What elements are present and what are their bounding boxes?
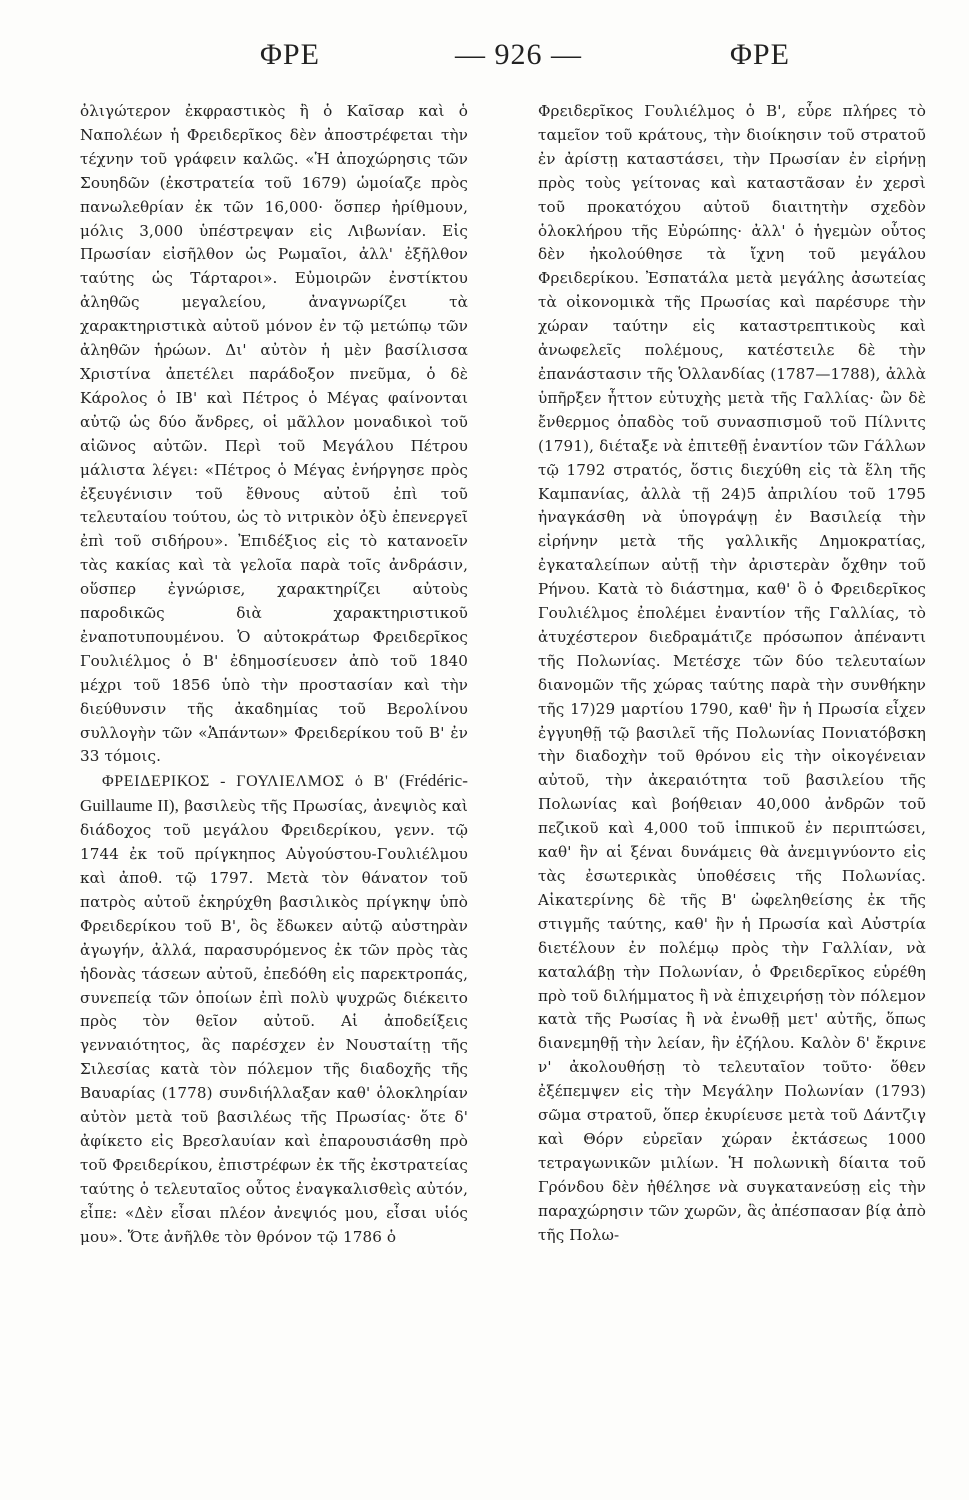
left-column	[80, 100, 468, 1250]
right-column-paragraph: Φρειδερῖκος Γουλιέλμος ὁ Β', εὗρε πλήρες τὸ ταμεῖον τοῦ κράτους, τὴν διοίκησιν τοῦ στρατοῦ ἐν ἀρίστῃ καταστάσει, τὴν Πρωσίαν ἐν εἰρήνῃ πρὸς τοὺς γείτονας καὶ καταστᾶσαν ἐν χερσὶ τοῦ προκατόχου αὐτοῦ διαιτητὴν σχεδὸν ὁλοκλήρου τῆς Εὐρώπης· ἀλλ' ὁ ἡγεμὼν οὗτος δὲν ἠκολούθησε τὰ ἴχνη τοῦ μεγάλου Φρειδερίκου. Ἐσπατάλα μετὰ μεγάλης ἀσωτείας τὰ οἰκονομικὰ τῆς Πρωσίας καὶ παρέσυρε τὴν χώραν ταύτην εἰς καταστρεπτικοὺς καὶ ἀνωφελεῖς πολέμους, κατέστειλε δὲ τὴν ἐπανάστασιν τῆς Ὁλλανδίας (1787—1788), ἀλλὰ ὑπῆρξεν ἧττον εὐτυχὴς μετὰ τῆς Γαλλίας· ὢν δὲ ἔνθερμος ὀπαδὸς τοῦ συνασπισμοῦ τοῦ Πίλνιτς (1791), διέταξε νὰ ἐπιτεθῇ ἐναντίον τῶν Γάλλων τῷ 1792 στρατός, ὅστις διεχύθη εἰς τὰ ἕλη τῆς Καμπανίας, ἀλλὰ τῇ 24)5 ἀπριλίου τοῦ 1795 ἠναγκάσθη νὰ ὑπογράψῃ ἐν Βασιλείᾳ τὴν εἰρήνην μετὰ τῆς γαλλικῆς Δημοκρατίας, ἐγκαταλείπων αὐτῇ τὴν ἀριστερὰν ὄχθην τοῦ Ρήνου. Κατὰ τὸ διάστημα, καθ' ὃ ὁ Φρειδερῖκος Γουλιέλμος ἐπολέμει ἐναντίον τῆς Γαλλίας, τὸ ἀτυχέστερον διεδραμάτιζε πρόσωπον ἀπέναντι τῆς Πολωνίας. Μετέσχε τῶν δύο τελευταίων διανομῶν τῆς χώρας ταύτης παρὰ τὴν συνθήκην τῆς 17)29 μαρτίου 1790, καθ' ἣν ἡ Πρωσία εἶχεν ἐγγυηθῇ τῷ βασιλεῖ τῆς Πολωνίας Πονιατόβσκη τὴν διαδοχὴν τοῦ θρόνου εἰς τὴν οἰκογένειαν αὐτοῦ, τὴν ἀκεραιότητα τοῦ βασιλείου τῆς Πολωνίας καὶ βοήθειαν 40,000 ἀνδρῶν τοῦ πεζικοῦ καὶ 4,000 τοῦ ἱππικοῦ ἐν περιπτώσει, καθ' ἣν αἱ ξέναι δυνάμεις θὰ ἀνεμιγνύοντο εἰς τὰς ἐσωτερικὰς ὑποθέσεις τῆς Πολωνίας. Αἰκατερίνης δὲ τῆς Β' ὠφεληθείσης ἐκ τῆς στιγμῆς ταύτης, καθ' ἣν ἡ Πρωσία καὶ Αὐστρία διετέλουν ἐν πολέμῳ πρὸς τὴν Γαλλίαν, νὰ καταλάβῃ τὴν Πολωνίαν, ὁ Φρειδερῖκος εὑρέθη πρὸ τοῦ διλήμματος ἢ νὰ ἐπιχειρήσῃ τὸν πόλεμον κατὰ τῆς Ρωσίας ἢ νὰ ἐνωθῇ μετ' αὐτῆς, ὅπως διανεμηθῇ τὴν λείαν, ἣν ἐζήλου. Καλὸν δ' ἔκρινε ν' ἀκολουθήσῃ τὸ τελευταῖον τοῦτο· ὅθεν ἐξέπεμψεν εἰς τὴν Μεγάλην Πολωνίαν (1793) σῶμα στρατοῦ, ὅπερ ἐκυρίευσε μετὰ τοῦ Δάντζιγ καὶ Θόρν εὐρεῖαν χώραν ἐκτάσεως 1000 τετραγωνικῶν μιλίων. Ἡ πολωνικὴ δίαιτα τοῦ Γρόνδου δὲν ἠθέλησε νὰ συγκατανεύσῃ εἰς τὴν παραχώρησιν τῶν χωρῶν, ἃς ἀπέσπασαν βίᾳ ἀπὸ τῆς Πολω-	[538, 102, 926, 1244]
entry-body: βασιλεὺς τῆς Πρωσίας, ἀνεψιὸς καὶ διάδοχος τοῦ μεγάλου Φρειδερίκου, γενν. τῷ 1744 ἐκ τοῦ πρίγκηπος Αὐγούστου-Γουλιέλμου καὶ ἀποθ. τῷ 1797. Μετὰ τὸν θάνατον τοῦ πατρὸς αὐτοῦ ἐκηρύχθη βασιλικὸς πρίγκηψ ὑπὸ Φρειδερίκου τοῦ Β', ὃς ἔδωκεν αὐτῷ αὐστηρὰν ἀγωγήν, ἀλλά, παρασυρόμενος ἐκ τῶν πρὸς τὰς ἡδονὰς τάσεων αὐτοῦ, ἐπεδόθη εἰς παρεκτροπάς, συνεπείᾳ τῶν ὁποίων ἐπὶ πολὺ ψυχρῶς διέκειτο πρὸς τὸν θεῖον αὐτοῦ. Αἱ ἀποδείξεις γενναιότητος, ἃς παρέσχεν ἐν Νουσταίτῃ τῆς Σιλεσίας κατὰ τὸν πόλεμον τῆς διαδοχῆς τῆς Βαυαρίας (1778) συνδιήλλαξαν καθ' ὁλοκληρίαν αὐτὸν μετὰ τοῦ βασιλέως τῆς Πρωσίας· ὅτε δ' ἀφίκετο εἰς Βρεσλαυίαν καὶ ἐπαρουσιάσθη πρὸ τοῦ Φρειδερίκου, ἐπιστρέφων ἐκ τῆς ἐκστρατείας ταύτης ὁ τελευταῖος οὗτος ἐναγκαλισθεὶς αὐτόν, εἶπε: «Δὲν εἶσαι πλέον ἀνεψιός μου, εἶσαι υἱός μου». Ὅτε ἀνῆλθε τὸν θρόνον τῷ 1786 ὁ	[80, 797, 468, 1246]
header-left-keyword: ΦΡΕ	[260, 38, 320, 71]
left-column-paragraph: ὀλιγώτερον ἐκφραστικὸς ἢ ὁ Καῖσαρ καὶ ὁ Ναπολέων ἡ Φρειδερῖκος δὲν ἀποστρέφεται τὴν τέχνην τοῦ γράφειν καλῶς. «Ἡ ἀποχώρησις τῶν Σουηδῶν (ἐκστρατεία τοῦ 1679) ὡμοίαζε πρὸς πανωλεθρίαν ἐκ τῶν 16,000· ὅσπερ ἠρίθμουν, μόλις 3,000 ὑπέστρεψαν εἰς Λιβωνίαν. Εἰς Πρωσίαν εἰσῆλθον ὡς Ρωμαῖοι, ἀλλ' ἐξῆλθον ταύτης ὡς Τάρταροι». Εὐμοιρῶν ἐνστίκτου ἀληθῶς μεγαλείου, ἀναγνωρίζει τὰ χαρακτηριστικὰ αὐτοῦ μόνον ἐν τῷ μετώπῳ τῶν ἀληθῶν ἡρώων. Δι' αὐτὸν ἡ μὲν βασίλισσα Χριστίνα ἀπετέλει παράδοξον πνεῦμα, ὁ δὲ Κάρολος ὁ ΙΒ' καὶ Πέτρος ὁ Μέγας φαίνονται αὐτῷ ὡς δύο ἄνδρες, οἱ μᾶλλον μοναδικοὶ τοῦ αἰῶνος αὐτῶν. Περὶ τοῦ Μεγάλου Πέτρου μάλιστα λέγει: «Πέτρος ὁ Μέγας ἐνήργησε πρὸς ἐξευγένισιν τοῦ ἔθνους αὐτοῦ ἐπὶ τοῦ τελευταίου τούτου, ὡς τὸ νιτρικὸν ὀξὺ ἐπενεργεῖ ἐπὶ τοῦ σιδήρου». Ἐπιδέξιος εἰς τὸ κατανοεῖν τὰς κακίας καὶ τὰ γελοῖα παρὰ τοῖς ἀνδράσιν, οὕσπερ ἐγνώρισε, χαρακτηρίζει αὐτοὺς παροδικῶς διὰ χαρακτηριστικοῦ ἐναποτυπουμένου. Ὁ αὐτοκράτωρ Φρειδερῖκος Γουλιέλμος ὁ Β' ἐδημοσίευσεν ἀπὸ τοῦ 1840 μέχρι τοῦ 1856 ὑπὸ τὴν προστασίαν καὶ τὴν διεύθυνσιν τῆς ἀκαδημίας τοῦ Βερολίνου συλλογὴν τῶν «Ἁπάντων» Φρειδερίκου τοῦ Β' ἐν 33 τόμοις.	[80, 102, 468, 766]
right-column	[538, 100, 926, 1248]
encyclopedia-entry	[80, 769, 468, 1249]
header-right-keyword: ΦΡΕ	[730, 38, 790, 71]
page-header	[60, 38, 909, 82]
page-number: — 926 —	[455, 38, 582, 71]
entry-headword: ΦΡΕΙΔΕΡΙΚΟΣ - ΓΟΥΛΙΕΛΜΟΣ ὁ Β'	[102, 773, 389, 791]
entry-latin-name: (Frédéric-Guillaume II),	[80, 771, 468, 816]
